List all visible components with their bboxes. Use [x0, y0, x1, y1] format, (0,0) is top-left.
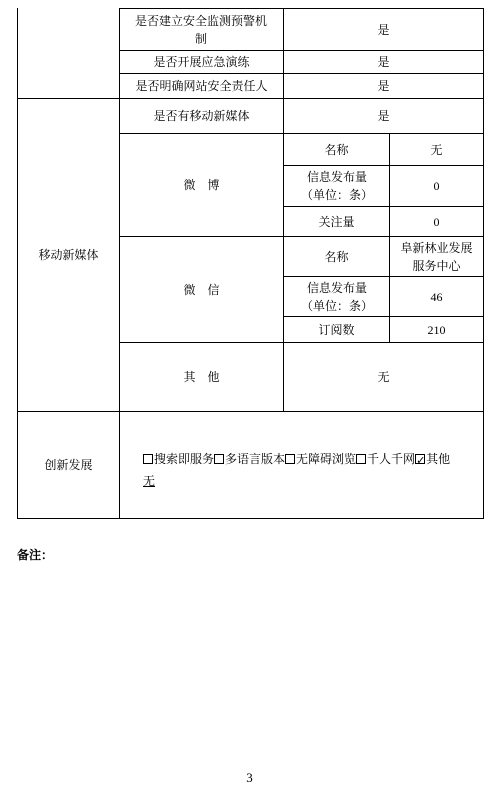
- wechat-label: 微 信: [183, 282, 220, 297]
- option-accessibility[interactable]: 无障碍浏览: [285, 452, 356, 466]
- checkbox-unchecked-icon[interactable]: [143, 454, 153, 464]
- other-media-value: 无: [377, 370, 390, 384]
- table-bottom-border: [17, 518, 484, 519]
- wechat-name-value: 阜新林业发展服务中心: [400, 240, 473, 273]
- checkbox-unchecked-icon[interactable]: [214, 454, 224, 464]
- weibo-count-value: 0: [433, 179, 440, 193]
- innovation-options: [143, 448, 483, 492]
- other-media-label: 其 他: [183, 370, 220, 384]
- weibo-count-label: 信息发布量（单位：条）: [300, 170, 373, 202]
- emergency-drill-label: 是否开展应急演练: [153, 55, 250, 69]
- mobile-media-section-label: 移动新媒体: [38, 248, 99, 262]
- wechat-subscribers-label: 订阅数: [318, 322, 355, 337]
- checkbox-unchecked-icon[interactable]: [356, 454, 366, 464]
- wechat-count-label: 信息发布量（单位：条）: [300, 280, 373, 313]
- weibo-label: 微 博: [183, 178, 220, 192]
- has-mobile-media-label: 是否有移动新媒体: [153, 109, 250, 123]
- innovation-other-text: 无: [143, 474, 156, 488]
- security-monitoring-value: 是: [377, 22, 390, 37]
- wechat-subscribers-value: 210: [427, 322, 446, 337]
- option-other[interactable]: ✓ 其他: [415, 452, 450, 466]
- weibo-name-label: 名称: [324, 142, 349, 157]
- security-officer-label: 是否明确网站安全责任人: [135, 79, 268, 93]
- option-multilingual[interactable]: 多语言版本: [214, 452, 285, 466]
- page-number: 3: [246, 770, 253, 785]
- weibo-name-value: 无: [430, 142, 443, 157]
- weibo-follow-label: 关注量: [318, 214, 355, 229]
- weibo-follow-value: 0: [433, 214, 440, 229]
- option-search-service[interactable]: 搜索即服务: [143, 452, 214, 466]
- checkbox-unchecked-icon[interactable]: [285, 454, 295, 464]
- wechat-count-value: 46: [430, 289, 443, 304]
- security-officer-value: 是: [377, 79, 390, 93]
- has-mobile-media-value: 是: [377, 109, 390, 123]
- innovation-section-label: 创新发展: [44, 458, 93, 472]
- table-right-border: [483, 8, 484, 518]
- checkbox-checked-icon[interactable]: [415, 454, 425, 464]
- option-personalized[interactable]: 千人千网: [356, 452, 415, 466]
- wechat-name-label: 名称: [324, 249, 349, 264]
- security-monitoring-label: 是否建立安全监测预警机制: [134, 13, 267, 46]
- emergency-drill-value: 是: [377, 55, 390, 69]
- note-label: 备注：: [17, 548, 54, 562]
